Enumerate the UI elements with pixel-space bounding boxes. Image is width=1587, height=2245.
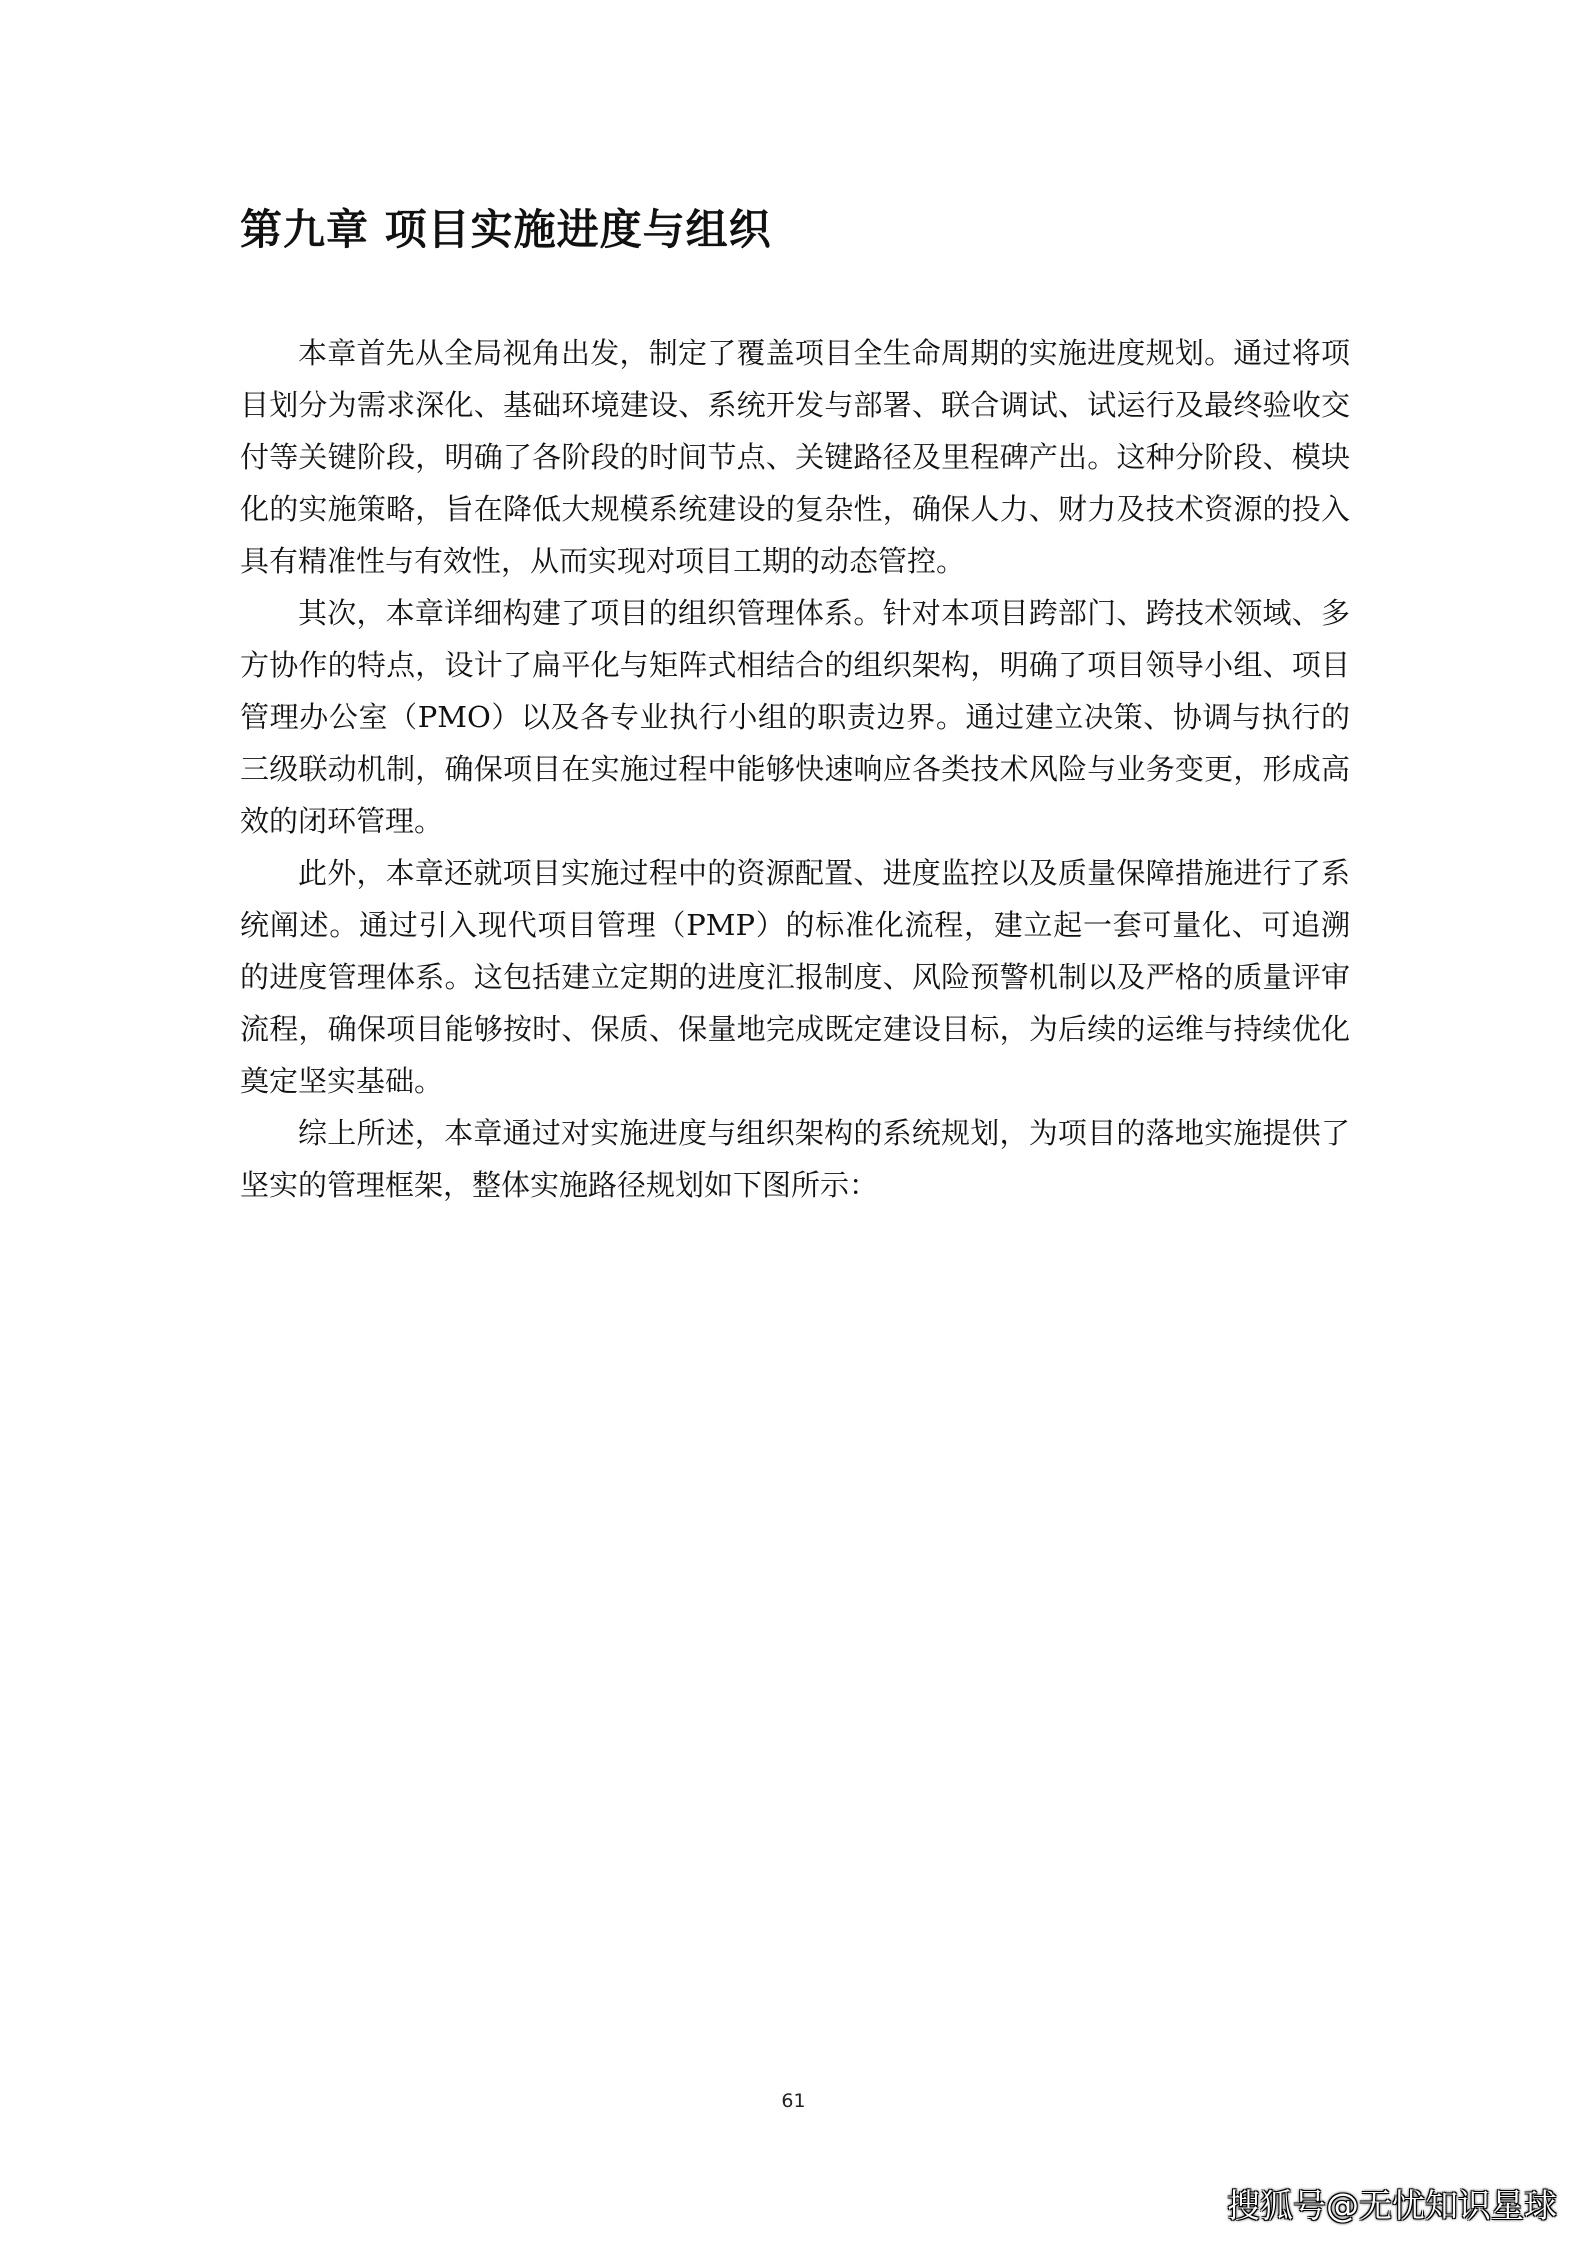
paragraph-intro: 本章首先从全局视角出发，制定了覆盖项目全生命周期的实施进度规划。通过将项目划分为需求深化、基础环境建设、系统开发与部署、联合调试、试运行及最终验收交付等关键阶段，明确了各阶段的时间节点、关键路径及里程碑产出。这种分阶段、模块化的实施策略，旨在降低大规模系统建设的复杂性，确保人力、财力及技术资源的投入具有精准性与有效性，从而实现对项目工期的动态管控。 [240,336,1350,578]
chapter-body [240,327,1350,1211]
chapter-title: 第九章 项目实施进度与组织 [240,205,772,254]
page-number: 61 [781,2090,806,2112]
paragraph-organization: 其次，本章详细构建了项目的组织管理体系。针对本项目跨部门、跨技术领域、多方协作的特点，设计了扁平化与矩阵式相结合的组织架构，明确了项目领导小组、项目管理办公室（PMO）以及各专业执行小组的职责边界。通过建立决策、协调与执行的三级联动机制，确保项目在实施过程中能够快速响应各类技术风险与业务变更，形成高效的闭环管理。 [240,596,1350,838]
paragraph-management: 此外，本章还就项目实施过程中的资源配置、进度监控以及质量保障措施进行了系统阐述。通过引入现代项目管理（PMP）的标准化流程，建立起一套可量化、可追溯的进度管理体系。这包括建立定期的进度汇报制度、风险预警机制以及严格的质量评审流程，确保项目能够按时、保质、保量地完成既定建设目标，为后续的运维与持续优化奠定坚实基础。 [240,856,1350,1098]
watermark: 搜狐号@无忧知识星球 [1227,2186,1557,2225]
paragraph-summary: 综上所述，本章通过对实施进度与组织架构的系统规划，为项目的落地实施提供了坚实的管理框架，整体实施路径规划如下图所示： [240,1116,1350,1202]
